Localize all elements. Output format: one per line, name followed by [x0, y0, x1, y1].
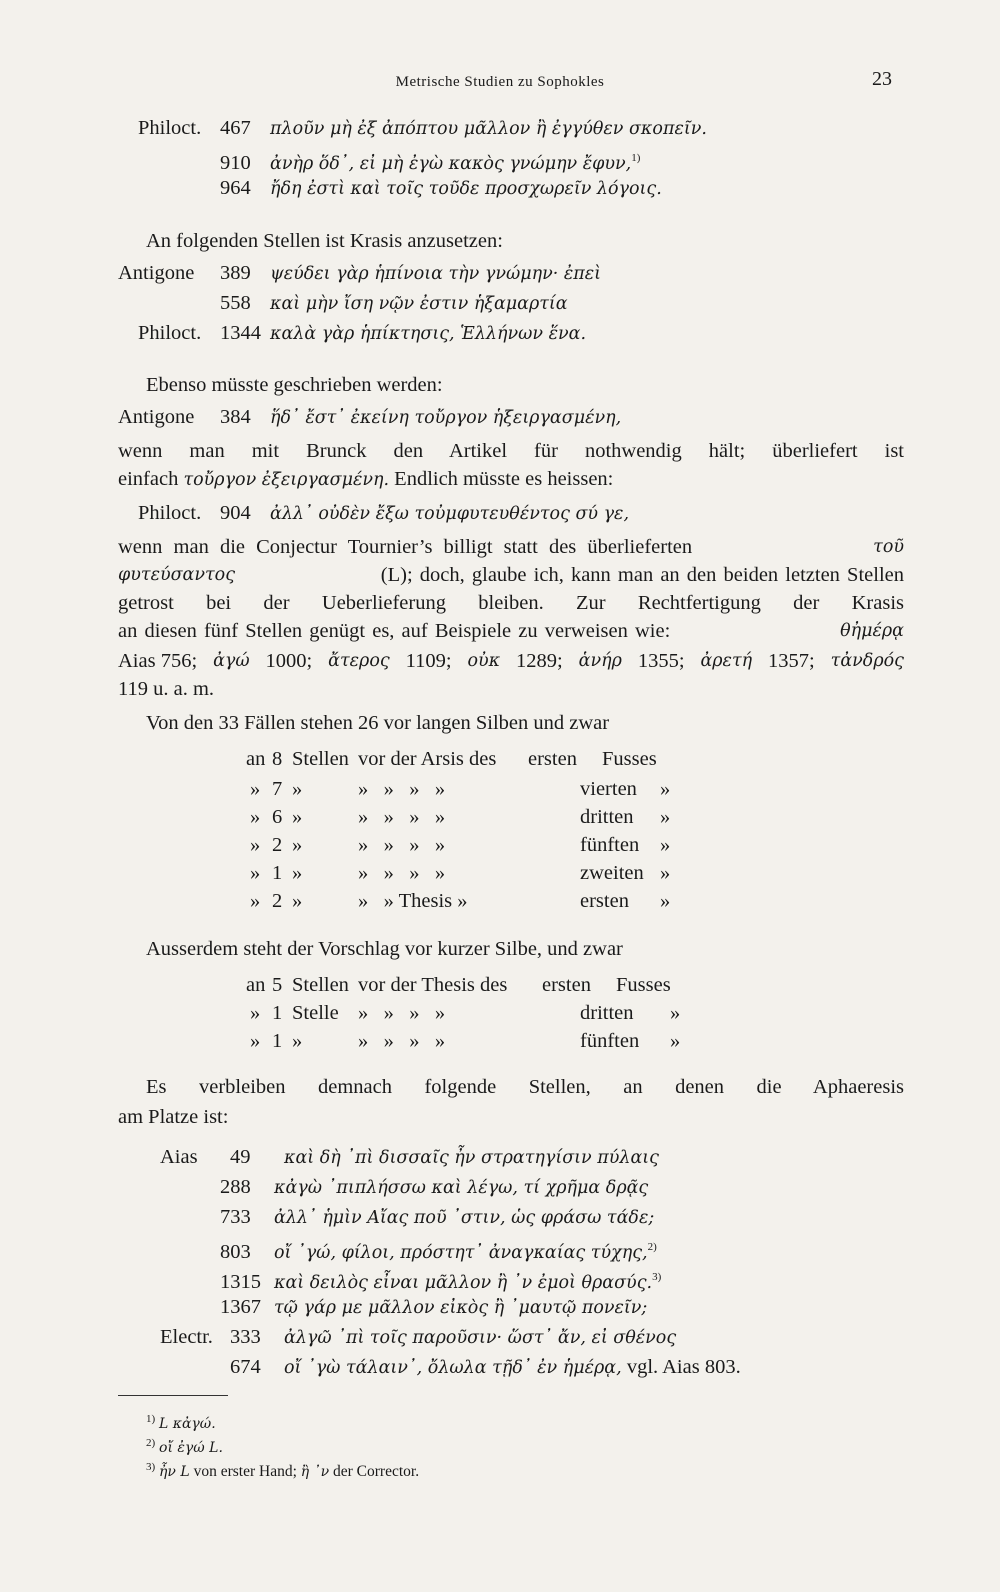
- paragraph-line: Es verbleiben demnach folgende Stellen, an denen die Aphaeresis: [146, 1076, 904, 1098]
- verse-line: 558 καὶ μὴν ἴση νῷν ἐστιν ἡξαμαρτία: [220, 292, 568, 314]
- paragraph-line: Ausserdem steht der Vorschlag vor kurzer Silbe, und zwar: [146, 938, 623, 960]
- paragraph-line: Ebenso müsste geschrieben werden:: [146, 374, 443, 396]
- paragraph-line: an diesen fünf Stellen genügt es, auf Beispiele zu verweisen wie: θἠμέρᾳ: [118, 620, 904, 642]
- paragraph-line: wenn man die Conjectur Tournier’s billigt statt des überlieferten τοῦ: [118, 536, 904, 558]
- verse-line: 674 οἴ ᾽γὼ τάλαιν᾽, ὄλωλα τῇδ᾽ ἐν ἡμέρᾳ, vgl. Aias 803.: [230, 1356, 741, 1378]
- footnote: $^{3)}$ ἦν L von erster Hand; ἢ ᾽ν der Corrector.: [146, 1461, 420, 1481]
- verse-line: Philoct. 467 πλοῦν μὴ ἐξ ἀπόπτου μᾶλλον ἢ ἐγγύθεν σκοπεῖν.: [138, 117, 707, 139]
- verse-line: Antigone 389 ψεύδει γὰρ ἡπίνοια τὴν γνώμην· ἐπεὶ: [118, 262, 601, 284]
- stats-row: » 1 » » » » » fünften »: [250, 1030, 681, 1052]
- verse-line: 1315 καὶ δειλὸς εἶναι μᾶλλον ἢ ᾽ν ἐμοὶ θρασύς.$^{3)}$: [220, 1270, 662, 1293]
- paragraph-line: am Platze ist:: [118, 1106, 229, 1128]
- verse-line: 288 κἀγὼ ᾽πιπλήσσω καὶ λέγω, τί χρῆμα δρᾷς: [220, 1176, 649, 1198]
- running-head: Metrische Studien zu Sophokles: [395, 74, 605, 90]
- verse-line: 803 οἴ ᾽γώ, φίλοι, πρόστητ᾽ ἀναγκαίας τύχης,$^{2)}$: [220, 1240, 657, 1263]
- footnote: $^{1)}$ L κἀγώ.: [146, 1413, 216, 1433]
- footnote: $^{2)}$ οἴ ἐγώ L.: [146, 1437, 223, 1457]
- stats-row: » 1 Stelle » » » » dritten »: [250, 1002, 681, 1024]
- verse-line: 964 ἤδη ἐστὶ καὶ τοῖς τοῦδε προσχωρεῖν λόγοις.: [220, 177, 662, 199]
- paragraph-line: φυτεύσαντος (L); doch, glaube ich, kann man an den beiden letzten Stellen: [118, 564, 904, 586]
- stats-row: » 2 » » » » » fünften »: [250, 834, 671, 856]
- paragraph-line: getrost bei der Ueberlieferung bleiben. Zur Rechtfertigung der Krasis: [118, 592, 904, 614]
- stats-row: » 7 » » » » » vierten »: [250, 778, 671, 800]
- stats-row: » 6 » » » » » dritten »: [250, 806, 671, 828]
- verse-line: Philoct. 904 ἀλλ᾽ οὐδὲν ἔξω τοὐμφυτευθέντος σύ γε,: [138, 502, 630, 524]
- footnote-rule: [118, 1395, 228, 1396]
- verse-line: Electr. 333 ἀλγῶ ᾽πὶ τοῖς παροῦσιν· ὥστ᾽ ἄν, εἰ σθένος: [160, 1326, 677, 1348]
- stats-row: an 5 Stellen vor der Thesis des ersten Fusses: [246, 974, 671, 996]
- verse-line: 733 ἀλλ᾽ ἡμὶν Αἴας ποῦ ᾽στιν, ὡς φράσω τάδε;: [220, 1206, 655, 1228]
- verse-line: Antigone 384 ἥδ᾽ ἔστ᾽ ἐκείνη τοὔργον ἡξειργασμένη,: [118, 406, 622, 428]
- paragraph-line: An folgenden Stellen ist Krasis anzusetzen:: [146, 230, 503, 252]
- paragraph-line: Von den 33 Fällen stehen 26 vor langen Silben und zwar: [146, 712, 610, 734]
- paragraph-line: einfach τοὔργον ἐξειργασμένη. Endlich müsste es heissen:: [118, 468, 614, 490]
- page-number: 23: [872, 68, 892, 90]
- paragraph-line: Aias 756; ἀγώ 1000; ἄτερος 1109; οὐκ 1289; ἁνήρ 1355; ἀρετή 1357; τἀνδρός: [118, 650, 904, 672]
- verse-line: Philoct. 1344 καλὰ γὰρ ἡπίκτησις, Ἑλλήνων ἕνα.: [138, 322, 587, 344]
- stats-row: » 1 » » » » » zweiten »: [250, 862, 671, 884]
- paragraph-line: wenn man mit Brunck den Artikel für nothwendig hält; überliefert ist: [118, 440, 904, 462]
- verse-line: 1367 τῷ γάρ με μᾶλλον εἰκὸς ἢ ᾽μαυτῷ πονεῖν;: [220, 1296, 648, 1318]
- stats-row: an 8 Stellen vor der Arsis des ersten Fusses: [246, 748, 657, 770]
- paragraph-line: 119 u. a. m.: [118, 678, 215, 700]
- stats-row: » 2 » » » Thesis » ersten »: [250, 890, 671, 912]
- verse-line: 910 ἀνὴρ ὅδ᾽, εἰ μὴ ἐγὼ κακὸς γνώμην ἔφυν,$^{1)}$: [220, 151, 641, 174]
- verse-line: Aias 49 καὶ δὴ ᾽πὶ δισσαῖς ἦν στρατηγίσιν πύλαις: [160, 1146, 659, 1168]
